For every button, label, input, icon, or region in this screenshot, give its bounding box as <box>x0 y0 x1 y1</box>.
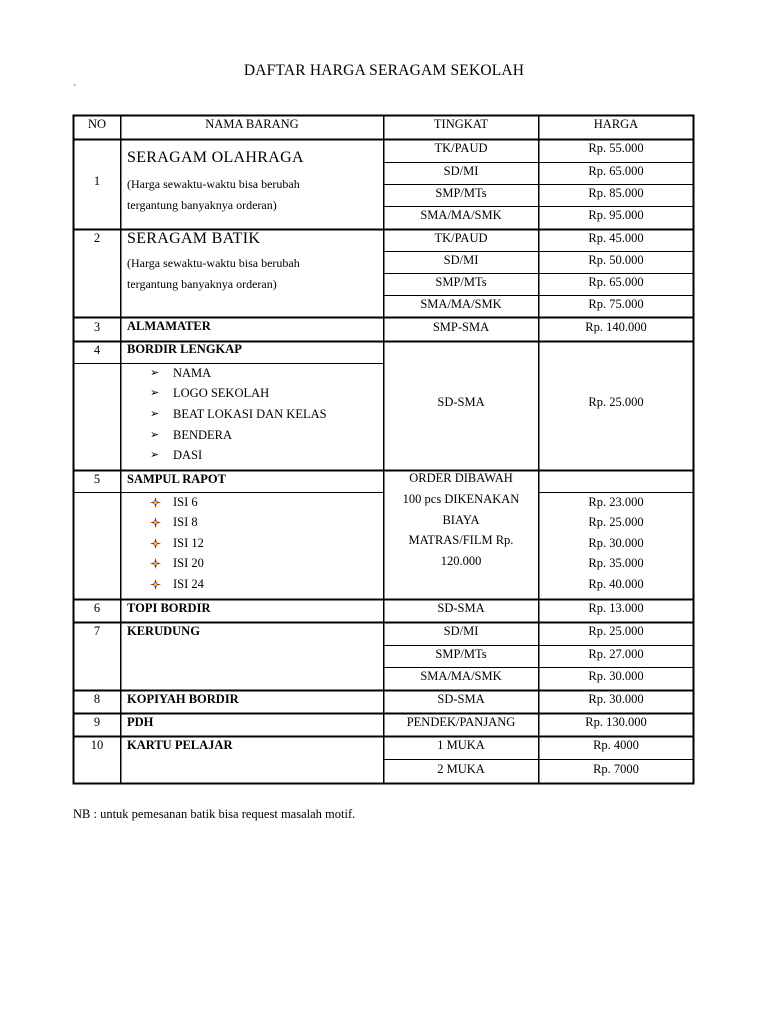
tingkat-cell: 1 MUKA <box>437 738 485 752</box>
item-name: SAMPUL RAPOT <box>127 472 226 486</box>
tingkat-cell: SD/MI <box>443 624 479 638</box>
list-item: DASI <box>173 448 203 462</box>
tingkat-cell: SD/MI <box>443 164 479 178</box>
item-name: PDH <box>127 715 154 729</box>
list-item: ISI 20 <box>173 556 204 570</box>
harga-cell: Rp. 25.000 <box>588 624 644 638</box>
harga-cell: Rp. 13.000 <box>588 601 644 615</box>
row-number: 10 <box>90 738 104 752</box>
stray-mark: ` <box>73 84 77 95</box>
row-number: 6 <box>93 601 101 615</box>
list-item: ISI 6 <box>173 495 198 509</box>
tingkat-note-line: 100 pcs DIKENAKAN <box>402 492 520 506</box>
list-item: ISI 8 <box>173 515 198 529</box>
fourpoint-bullet-icon <box>150 558 161 569</box>
row-number: 3 <box>93 320 101 334</box>
harga-cell: Rp. 40.000 <box>588 577 644 591</box>
item-note: tergantung banyaknya orderan) <box>127 198 277 212</box>
list-item: ISI 12 <box>173 536 204 550</box>
row-number: 5 <box>93 472 101 486</box>
harga-cell: Rp. 130.000 <box>585 715 647 729</box>
harga-cell: Rp. 65.000 <box>588 164 644 178</box>
harga-cell: Rp. 23.000 <box>588 495 644 509</box>
harga-cell: Rp. 30.000 <box>588 536 644 550</box>
row-number: 8 <box>93 692 101 706</box>
list-item: LOGO SEKOLAH <box>173 386 270 400</box>
fourpoint-bullet-icon <box>150 497 161 508</box>
list-item: ISI 24 <box>173 577 204 591</box>
harga-cell: Rp. 65.000 <box>588 275 644 289</box>
tingkat-cell: SD/MI <box>443 253 479 267</box>
item-name: KOPIYAH BORDIR <box>127 692 239 706</box>
tingkat-cell: SD-SMA <box>437 395 485 409</box>
tingkat-cell: SMA/MA/SMK <box>420 208 502 222</box>
tingkat-cell: SD-SMA <box>437 692 485 706</box>
row-number: 2 <box>93 231 101 245</box>
tingkat-cell: SMP-SMA <box>432 320 490 334</box>
harga-cell: Rp. 7000 <box>593 762 639 776</box>
item-note: (Harga sewaktu-waktu bisa berubah <box>127 256 300 270</box>
item-name: BORDIR LENGKAP <box>127 342 242 356</box>
tingkat-note-line: BIAYA <box>442 513 480 527</box>
tingkat-cell: SMA/MA/SMK <box>420 669 502 683</box>
item-note: (Harga sewaktu-waktu bisa berubah <box>127 177 300 191</box>
header-harga: HARGA <box>593 117 639 131</box>
item-name: ALMAMATER <box>127 319 211 333</box>
harga-cell: Rp. 35.000 <box>588 556 644 570</box>
row-number: 9 <box>93 715 101 729</box>
harga-cell: Rp. 30.000 <box>588 669 644 683</box>
harga-cell: Rp. 25.000 <box>588 515 644 529</box>
item-name: TOPI BORDIR <box>127 601 211 615</box>
item-name: KARTU PELAJAR <box>127 738 233 752</box>
item-name: SERAGAM BATIK <box>127 230 261 247</box>
header-no: NO <box>87 117 107 131</box>
harga-cell: Rp. 30.000 <box>588 692 644 706</box>
header-tingkat: TINGKAT <box>433 117 489 131</box>
arrow-bullet-icon: ➢ <box>150 449 160 461</box>
footer-note: NB : untuk pemesanan batik bisa request masalah motif. <box>73 807 356 821</box>
tingkat-cell: SMA/MA/SMK <box>420 297 502 311</box>
arrow-bullet-icon: ➢ <box>150 408 160 420</box>
header-nama-barang: NAMA BARANG <box>205 117 299 131</box>
item-name: SERAGAM OLAHRAGA <box>127 149 304 166</box>
tingkat-cell: SMP/MTs <box>435 275 487 289</box>
harga-cell: Rp. 50.000 <box>588 253 644 267</box>
harga-cell: Rp. 140.000 <box>585 320 647 334</box>
tingkat-cell: SD-SMA <box>437 601 485 615</box>
fourpoint-bullet-icon <box>150 579 161 590</box>
list-item: NAMA <box>173 366 212 380</box>
harga-cell: Rp. 4000 <box>593 738 639 752</box>
tingkat-cell: TK/PAUD <box>434 231 488 245</box>
tingkat-cell: SMP/MTs <box>435 186 487 200</box>
tingkat-cell: PENDEK/PANJANG <box>406 715 516 729</box>
harga-cell: Rp. 27.000 <box>588 647 644 661</box>
tingkat-note-line: 120.000 <box>440 554 482 568</box>
tingkat-note-line: MATRAS/FILM Rp. <box>408 533 514 547</box>
arrow-bullet-icon: ➢ <box>150 387 160 399</box>
row-number: 7 <box>93 624 101 638</box>
tingkat-note-line: ORDER DIBAWAH <box>409 471 513 485</box>
tingkat-cell: 2 MUKA <box>437 762 485 776</box>
fourpoint-bullet-icon <box>150 538 161 549</box>
arrow-bullet-icon: ➢ <box>150 367 160 379</box>
harga-cell: Rp. 85.000 <box>588 186 644 200</box>
page-title: DAFTAR HARGA SERAGAM SEKOLAH <box>243 62 525 79</box>
row-number: 1 <box>93 174 101 188</box>
harga-cell: Rp. 75.000 <box>588 297 644 311</box>
list-item: BENDERA <box>173 428 233 442</box>
row-number: 4 <box>93 343 101 357</box>
harga-cell: Rp. 45.000 <box>588 231 644 245</box>
tingkat-cell: SMP/MTs <box>435 647 487 661</box>
arrow-bullet-icon: ➢ <box>150 429 160 441</box>
tingkat-cell: TK/PAUD <box>434 141 488 155</box>
list-item: BEAT LOKASI DAN KELAS <box>173 407 327 421</box>
item-note: tergantung banyaknya orderan) <box>127 277 277 291</box>
harga-cell: Rp. 25.000 <box>588 395 644 409</box>
harga-cell: Rp. 95.000 <box>588 208 644 222</box>
item-name: KERUDUNG <box>127 624 200 638</box>
harga-cell: Rp. 55.000 <box>588 141 644 155</box>
fourpoint-bullet-icon <box>150 517 161 528</box>
